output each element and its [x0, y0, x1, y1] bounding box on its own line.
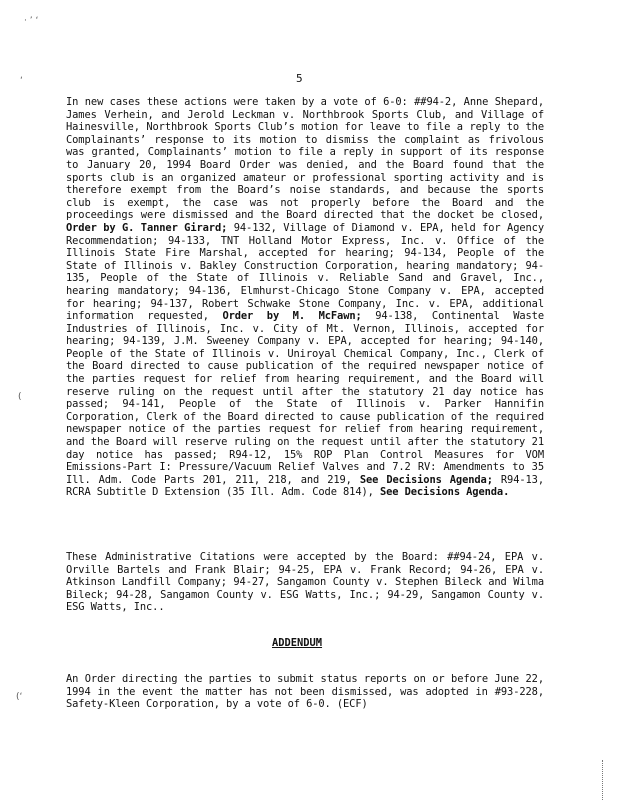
scan-mark-top: · ’ ‘: [24, 16, 39, 26]
scan-mark-left-lower: (‘: [16, 692, 23, 702]
addendum-heading: ADDENDUM: [272, 637, 323, 649]
scan-mark-left-middle: (: [18, 392, 22, 402]
paragraph-new-cases: [66, 96, 544, 499]
page-number: 5: [296, 72, 303, 85]
scan-edge-line: [602, 760, 604, 800]
new-cases-text-2: 94-132, Village of Diamond v. EPA, held for Agency Recommendation; 94-133, TNT Holland Motor Express, Inc. v. Office of the Illinois State Fire Marshal, accepted for hearing; 94-134, People of the State of Illinois v. Bakley Construction Corporation, hearing mandatory; 94-135, People of the State of Illinois v. Reliable Sand and Gravel, Inc., hearing mandatory; 94-136, Elmhurst-Chicago Stone Company v. EPA, accepted for hearing; 94-137, Robert Schwake Stone Company, Inc. v. EPA, additional information requested,: [66, 221, 544, 323]
order-by-mcfawn: Order by M. McFawn;: [222, 310, 362, 323]
new-cases-text-4: R94-13, RCRA Subtitle D Extension (35 Ill. Adm. Code 814),: [66, 473, 544, 499]
new-cases-text-1: In new cases these actions were taken by a vote of 6-0: ##94-2, Anne Shepard, James Verhein, and Jerold Leckman v. Northbrook Sports Club, and Village of Hainesville, Northbrook Sports Club’s motion for leave to file a reply to the Complainants’ response to its motion to dismiss the complaint as frivolous was granted, Complainants’ motion to file a reply in support of its response to January 20, 1994 Board Order was denied, and the Board found that the sports club is an organized amateur or professional sporting activity and is therefore exempt from the Board’s noise standards, and because the sports club is exempt, the case was not properly before the Board and the proceedings were dismissed and the Board directed that the docket be closed,: [66, 96, 544, 222]
see-decisions-agenda-1: See Decisions Agenda;: [359, 473, 493, 486]
scan-mark-left-upper: ‘: [20, 76, 23, 86]
see-decisions-agenda-2: See Decisions Agenda.: [379, 486, 510, 499]
new-cases-text-3: 94-138, Continental Waste Industries of Illinois, Inc. v. City of Mt. Vernon, Illinois, accepted for hearing; 94-139, J.M. Sweeney Company v. EPA, accepted for hearing; 94-140, People of the State of Illinois v. Uniroyal Chemical Company, Inc., Clerk of the Board directed to cause publication of the required newspaper notice of the parties request for relief from hearing requirement, and the Board will reserve ruling on the request until after the statutory 21 day notice has passed; 94-141, People of the State of Illinois v. Parker Hannifin Corporation, Clerk of the Board directed to cause publication of the required newspaper notice of the parties request for relief from hearing requirement, and the Board will reserve ruling on the request until after the statutory 21 day notice has passed; R94-12, 15% ROP Plan Control Measures for VOM Emissions-Part I: Pressure/Vacuum Relief Valves and 7.2 RV: Amendments to 35 Ill. Adm. Code Parts 201, 211, 218, and 219,: [66, 310, 544, 486]
order-by-girard: Order by G. Tanner Girard;: [66, 221, 228, 234]
paragraph-administrative-citations: These Administrative Citations were accepted by the Board: ##94-24, EPA v. Orville Bartels and Frank Blair; 94-25, EPA v. Frank Record; 94-26, EPA v. Atkinson Landfill Company; 94-27, Sangamon County v. Stephen Bileck and Wilma Bileck; 94-28, Sangamon County v. ESG Watts, Inc.; 94-29, Sangamon County v. ESG Watts, Inc..: [66, 551, 544, 614]
paragraph-addendum-order: An Order directing the parties to submit status reports on or before June 22, 1994 in the event the matter has not been dismissed, was adopted in #93-228, Safety-Kleen Corporation, by a vote of 6-0. (ECF): [66, 673, 544, 711]
